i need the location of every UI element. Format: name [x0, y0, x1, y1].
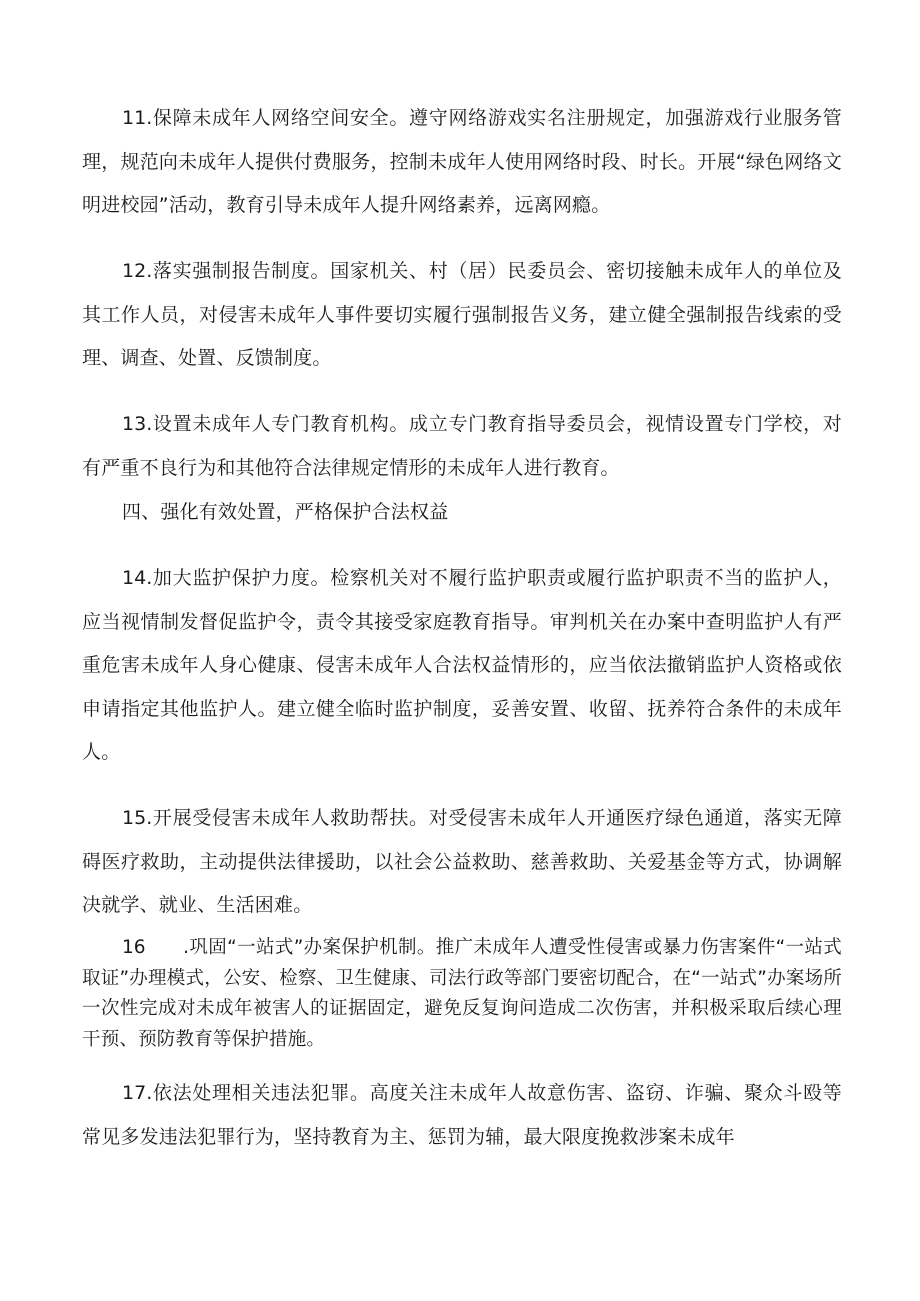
paragraph-text: .落实强制报告制度。国家机关、村（居）民委员会、密切接触未成年人的单位及其工作人员，对侵害未成年人事件要切实履行强制报告义务，建立健全强制报告线索的受理、调查、处置、反馈制度。 [82, 260, 842, 369]
paragraph-number: 12 [122, 260, 147, 282]
paragraph-number: 13 [122, 413, 147, 435]
paragraph-number: 16 [122, 937, 146, 958]
paragraph-14 [82, 557, 842, 775]
paragraph-text: .开展受侵害未成年人救助帮扶。对受侵害未成年人开通医疗绿色通道，落实无障碍医疗救助，主动提供法律援助，以社会公益救助、慈善救助、关爱基金等方式，协调解决就学、就业、生活困难。 [82, 807, 842, 916]
paragraph-17 [82, 1072, 842, 1159]
paragraph-text: .保障未成年人网络空间安全。遵守网络游戏实名注册规定，加强游戏行业服务管理，规范向未成年人提供付费服务，控制未成年人使用网络时段、时长。开展“绿色网络文明进校园”活动，教育引导未成年人提升网络素养，远离网瘾。 [82, 107, 842, 216]
paragraph-15 [82, 797, 842, 928]
paragraph-number: 15 [122, 807, 147, 829]
paragraph-text: .依法处理相关违法犯罪。高度关注未成年人故意伤害、盗窃、诈骗、聚众斗殴等常见多发违法犯罪行为，坚持教育为主、惩罚为辅，最大限度挽救涉案未成年 [82, 1082, 842, 1148]
paragraph-number: 17 [122, 1082, 147, 1104]
paragraph-13 [82, 403, 842, 490]
paragraph-text: .加大监护保护力度。检察机关对不履行监护职责或履行监护职责不当的监护人，应当视情制发督促监护令，责令其接受家庭教育指导。审判机关在办案中查明监护人有严重危害未成年人身心健康、侵害未成年人合法权益情形的，应当依法撤销监护人资格或依申请指定其他监护人。建立健全临时监护制度，妥善安置、收留、抚养符合条件的未成年人。 [82, 567, 842, 763]
paragraph-text: .巩固“一站式”办案保护机制。推广未成年人遭受性侵害或暴力伤害案件“一站式取证”办理模式，公安、检察、卫生健康、司法行政等部门要密切配合，在“一站式”办案场所一次性完成对未成年被害人的证据固定，避免反复询问造成二次伤害，并积极采取后续心理干预、预防教育等保护措施。 [82, 937, 842, 1050]
section-heading: 四、强化有效处置，严格保护合法权益 [122, 501, 449, 523]
paragraph-16 [82, 933, 842, 1055]
paragraph-12 [82, 250, 842, 381]
paragraph-11 [82, 97, 842, 228]
paragraph-number: 11 [122, 107, 147, 129]
paragraph-number: 14 [122, 567, 147, 589]
paragraph-text: .设置未成年人专门教育机构。成立专门教育指导委员会，视情设置专门学校，对有严重不良行为和其他符合法律规定情形的未成年人进行教育。 [82, 413, 842, 479]
